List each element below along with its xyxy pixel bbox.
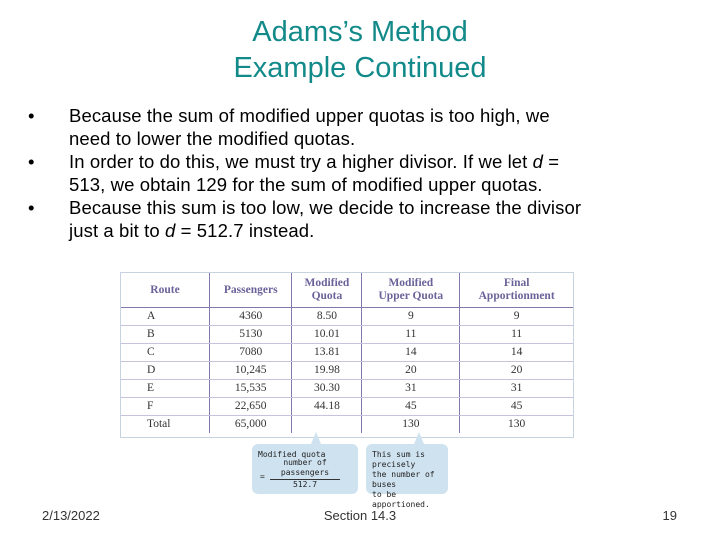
callout-text: the number of buses (372, 470, 435, 489)
table-body (121, 308, 573, 434)
table-cell: 10,245 (210, 362, 292, 380)
table-cell: F (121, 398, 210, 416)
fraction-numerator: number of passengers (270, 458, 340, 480)
table-cell: D (121, 362, 210, 380)
slide-title (0, 14, 720, 86)
table-cell (292, 416, 362, 434)
bullet-text: = 512.7 instead. (175, 220, 315, 241)
table-cell: 22,650 (210, 398, 292, 416)
fraction-denominator: 512.7 (292, 480, 318, 489)
table-cell: 8.50 (292, 308, 362, 326)
footer-section: Section 14.3 (323, 508, 397, 523)
apportionment-figure (120, 272, 574, 438)
table-row (121, 362, 573, 380)
table-cell: 11 (460, 326, 573, 344)
callout-fraction (270, 458, 340, 490)
header-modified-upper-quota: Modified Upper Quota (362, 273, 460, 308)
header-modified-quota: Modified Quota (292, 273, 362, 308)
table-cell: 9 (362, 308, 460, 326)
header-final-apportionment: Final Apportionment (460, 273, 573, 308)
bullet-item (24, 150, 694, 196)
table-cell: 45 (460, 398, 573, 416)
table-cell: 14 (460, 344, 573, 362)
table-cell: 45 (362, 398, 460, 416)
table-cell: Total (121, 416, 210, 434)
callout-pointer-left (311, 432, 321, 444)
table-row (121, 344, 573, 362)
table-cell: 44.18 (292, 398, 362, 416)
callout-label: Modified quota (258, 450, 326, 459)
header-passengers: Passengers (210, 273, 292, 308)
apportionment-table (121, 273, 573, 433)
table-cell: 31 (362, 380, 460, 398)
slide-title-line-1: Adams’s Method (252, 16, 468, 48)
header-route: Route (121, 273, 210, 308)
table-cell: 30.30 (292, 380, 362, 398)
sum-callout (366, 444, 448, 509)
bullet-dot-icon: • (28, 151, 35, 172)
table-cell: 7080 (210, 344, 292, 362)
bullet-dot-icon: • (28, 105, 35, 126)
variable-d: d (165, 220, 176, 241)
table-cell: 130 (362, 416, 460, 434)
bullet-item (24, 196, 694, 242)
table-row (121, 416, 573, 434)
bullet-text: Because this sum is too low, we decide to increase the divisor (69, 197, 582, 218)
table-cell: 11 (362, 326, 460, 344)
callout-text: This sum is precisely (372, 450, 425, 469)
equals-sign: = (260, 472, 265, 481)
bullet-text: need to lower the modified quotas. (69, 128, 356, 149)
slide-title-line-2: Example Continued (233, 52, 487, 84)
bullet-text: In order to do this, we must try a higher divisor. If we let (69, 151, 533, 172)
table-cell: 65,000 (210, 416, 292, 434)
table-cell: 14 (362, 344, 460, 362)
bullet-text: just a bit to (69, 220, 166, 241)
bullet-dot-icon: • (28, 197, 35, 218)
bullet-item (24, 104, 694, 150)
table-cell: C (121, 344, 210, 362)
callout-text: to be apportioned. (372, 490, 430, 509)
table-header-row (121, 273, 573, 308)
table-row (121, 308, 573, 326)
bullet-text: Because the sum of modified upper quotas is too high, we (69, 105, 550, 126)
footer-page-number: 19 (662, 508, 677, 523)
table-cell: A (121, 308, 210, 326)
table-cell: E (121, 380, 210, 398)
table-cell: 4360 (210, 308, 292, 326)
table-cell: 20 (460, 362, 573, 380)
bullet-text: 513, we obtain 129 for the sum of modified upper quotas. (69, 174, 543, 195)
table-cell: 13.81 (292, 344, 362, 362)
table-cell: 19.98 (292, 362, 362, 380)
table-cell: 5130 (210, 326, 292, 344)
bullet-text: = (543, 151, 560, 172)
table-cell: B (121, 326, 210, 344)
modified-quota-callout (252, 444, 358, 494)
table-cell: 20 (362, 362, 460, 380)
table-row (121, 398, 573, 416)
table-row (121, 380, 573, 398)
table-cell: 9 (460, 308, 573, 326)
table-cell: 15,535 (210, 380, 292, 398)
table-row (121, 326, 573, 344)
table-cell: 130 (508, 418, 526, 430)
callout-pointer-right (414, 432, 424, 444)
table-cell: 31 (460, 380, 573, 398)
variable-d: d (532, 151, 544, 172)
bullet-list (24, 104, 694, 242)
footer-date: 2/13/2022 (42, 508, 100, 523)
table-cell: 10.01 (292, 326, 362, 344)
